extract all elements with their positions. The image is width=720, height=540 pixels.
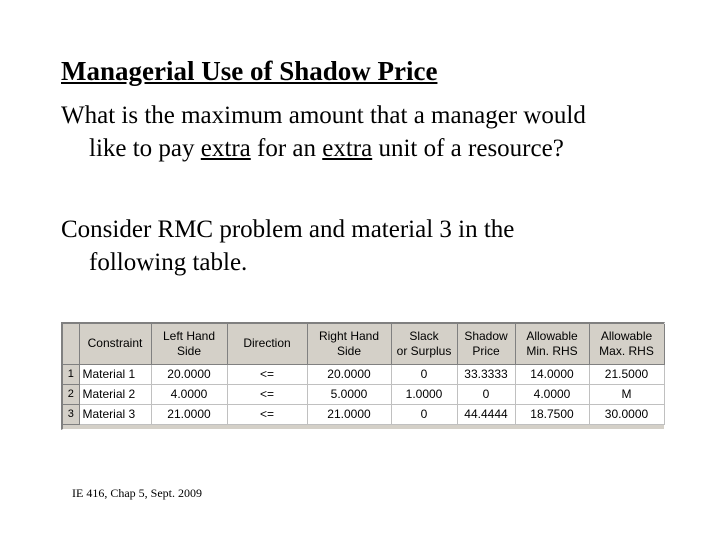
consider-line-1: Consider RMC problem and material 3 in the xyxy=(61,216,515,243)
table-cell: 4.0000 xyxy=(515,384,589,404)
column-header: Constraint xyxy=(79,324,151,364)
table-row xyxy=(63,364,664,384)
table-cell: 4.0000 xyxy=(151,384,227,404)
column-header: Slack or Surplus xyxy=(391,324,457,364)
table-cell: 1.0000 xyxy=(391,384,457,404)
column-header: Right Hand Side xyxy=(307,324,391,364)
table-cell: 21.5000 xyxy=(589,364,664,384)
table-cell: <= xyxy=(227,404,307,424)
slide-footer: IE 416, Chap 5, Sept. 2009 xyxy=(72,486,202,500)
question-line-2: like to pay extra for an extra unit of a resource? xyxy=(89,135,564,162)
table-cell: 14.0000 xyxy=(515,364,589,384)
table-cell: 0 xyxy=(391,364,457,384)
table-cell: 20.0000 xyxy=(151,364,227,384)
table-cell: 20.0000 xyxy=(307,364,391,384)
question-paragraph xyxy=(61,99,701,165)
table-cell: Material 2 xyxy=(79,384,151,404)
consider-paragraph xyxy=(61,213,701,279)
table-cell: 44.4444 xyxy=(457,404,515,424)
table-cell: 30.0000 xyxy=(589,404,664,424)
slide-title: Managerial Use of Shadow Price xyxy=(61,56,438,86)
column-header: Shadow Price xyxy=(457,324,515,364)
extra-underlined-2: extra xyxy=(322,135,373,162)
table-cell: <= xyxy=(227,384,307,404)
table-cell: 5.0000 xyxy=(307,384,391,404)
extra-underlined-1: extra xyxy=(200,135,251,162)
row-header-corner xyxy=(63,324,79,364)
column-header: Direction xyxy=(227,324,307,364)
column-header: Allowable Max. RHS xyxy=(589,324,664,364)
table-row xyxy=(63,384,664,404)
row-number: 3 xyxy=(63,404,79,424)
table-cell: Material 3 xyxy=(79,404,151,424)
table-cell: 21.0000 xyxy=(151,404,227,424)
table-cell: M xyxy=(589,384,664,404)
table-cell: Material 1 xyxy=(79,364,151,384)
table-header-row xyxy=(63,324,664,364)
consider-line-2: following table. xyxy=(89,249,248,276)
table-cell: 18.7500 xyxy=(515,404,589,424)
column-header: Left Hand Side xyxy=(151,324,227,364)
table-cell: 21.0000 xyxy=(307,404,391,424)
table-row xyxy=(63,404,664,424)
table-cell: 33.3333 xyxy=(457,364,515,384)
results-table-panel xyxy=(61,322,665,430)
results-table xyxy=(63,324,665,425)
table-cell: 0 xyxy=(391,404,457,424)
table-cell: <= xyxy=(227,364,307,384)
column-header: Allowable Min. RHS xyxy=(515,324,589,364)
table-cell: 0 xyxy=(457,384,515,404)
row-number: 2 xyxy=(63,384,79,404)
question-line-1: What is the maximum amount that a manager would xyxy=(61,102,586,129)
row-number: 1 xyxy=(63,364,79,384)
